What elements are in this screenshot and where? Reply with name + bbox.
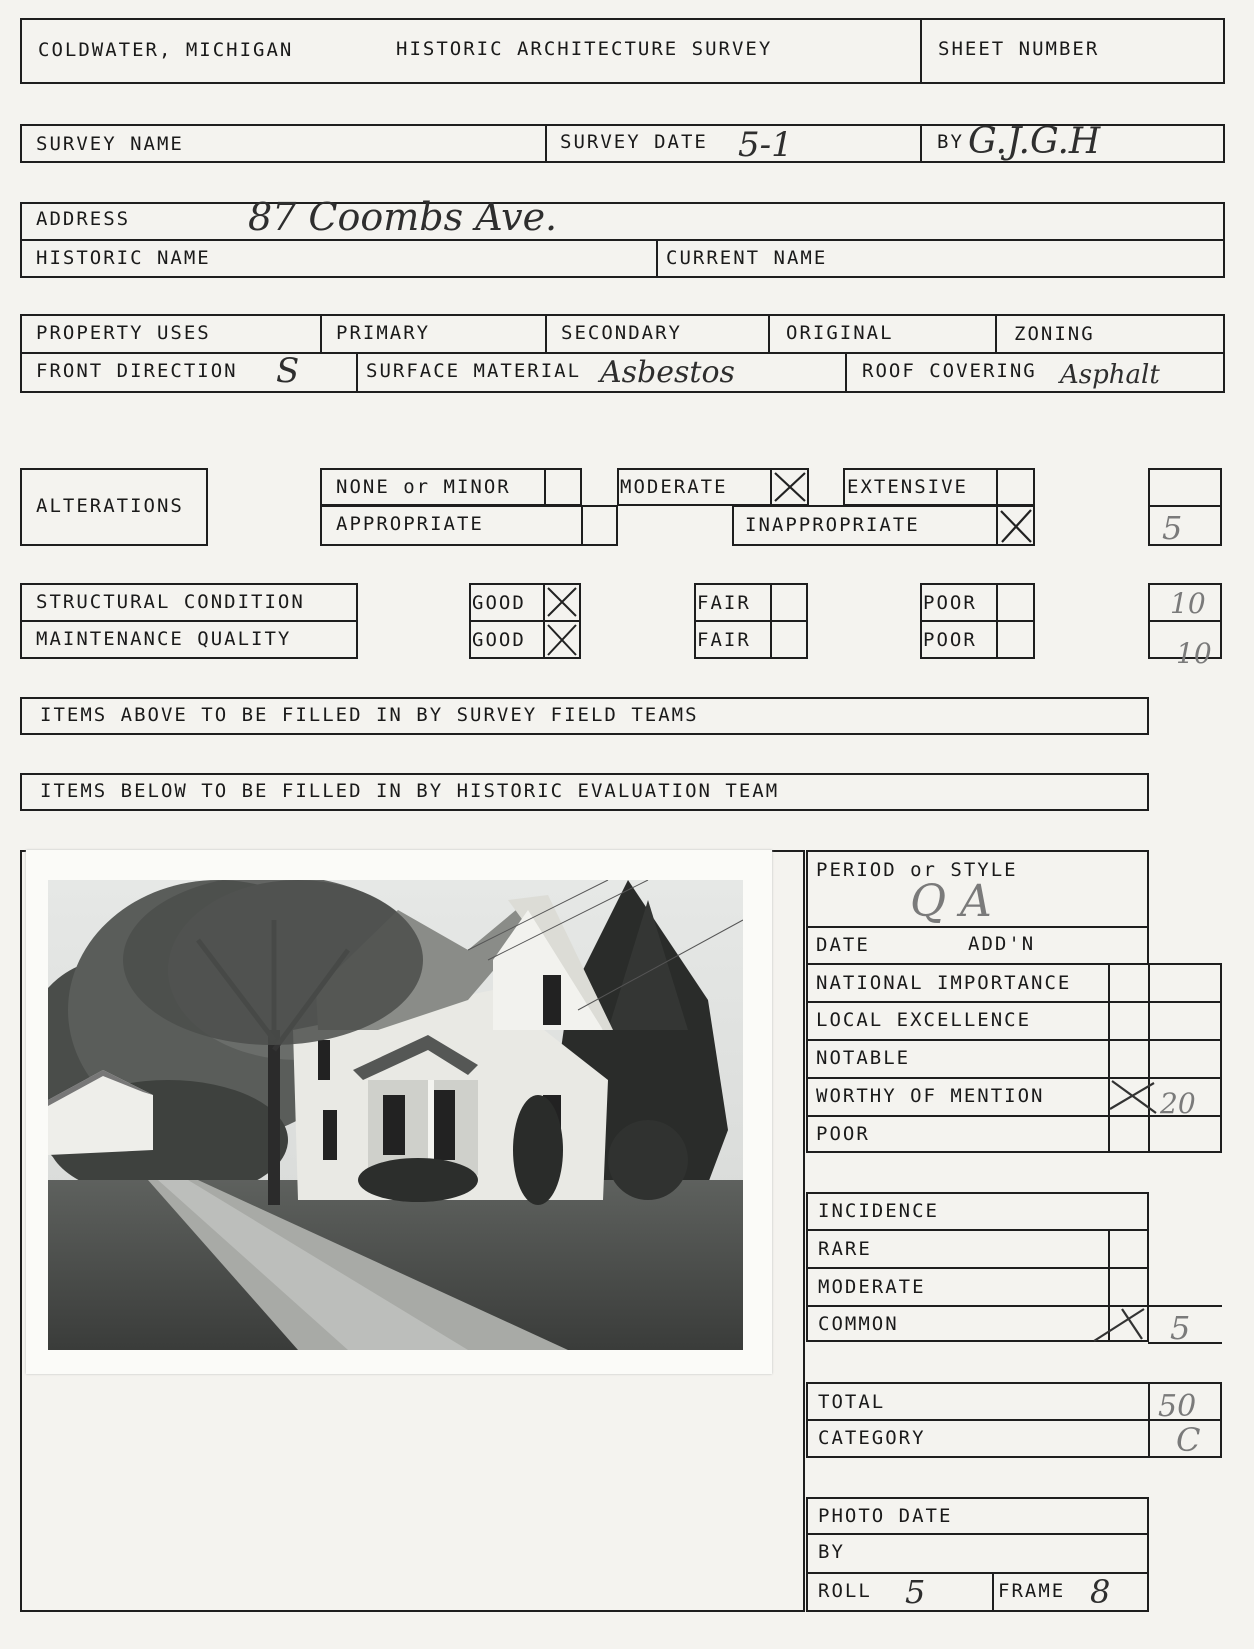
- divider: [20, 352, 1225, 354]
- roll-value: 5: [905, 1573, 926, 1611]
- historic-name-label: HISTORIC NAME: [36, 247, 211, 269]
- city-label: COLDWATER, MICHIGAN: [38, 39, 294, 61]
- divider: [356, 352, 358, 393]
- inappropriate-check-icon: [998, 507, 1034, 545]
- address-label: ADDRESS: [36, 208, 131, 230]
- property-uses-label: PROPERTY USES: [36, 322, 211, 344]
- roll-label: ROLL: [818, 1580, 872, 1602]
- survey-by-label: BY: [937, 131, 964, 153]
- divider: [996, 468, 998, 506]
- surface-material-label: SURFACE MATERIAL: [366, 360, 582, 382]
- structural-poor-label: POOR: [923, 592, 977, 614]
- date-value: ADD'N: [968, 933, 1036, 955]
- divider: [992, 1572, 994, 1612]
- front-direction-label: FRONT DIRECTION: [36, 360, 238, 382]
- category-value: C: [1176, 1421, 1201, 1459]
- house-photo: [48, 880, 743, 1350]
- form-title: HISTORIC ARCHITECTURE SURVEY: [396, 38, 773, 60]
- rare-label: RARE: [818, 1238, 872, 1260]
- local-excellence-label: LOCAL EXCELLENCE: [816, 1009, 1032, 1031]
- divider: [20, 239, 1225, 241]
- divider: [995, 314, 997, 352]
- divider: [920, 620, 1035, 622]
- survey-by-value: G.J.G.H: [968, 121, 1101, 162]
- divider: [806, 1267, 1149, 1269]
- maintenance-good-check-icon: [545, 622, 579, 658]
- maintenance-good-label: GOOD: [472, 629, 526, 651]
- field-team-note: ITEMS ABOVE TO BE FILLED IN BY SURVEY FIELD TEAMS: [40, 704, 699, 726]
- common-label: COMMON: [818, 1313, 899, 1335]
- divider: [770, 583, 772, 659]
- poor-rating-label: POOR: [816, 1123, 870, 1145]
- frame-label: FRAME: [998, 1580, 1066, 1602]
- maintenance-poor-label: POOR: [923, 629, 977, 651]
- divider: [806, 1001, 1222, 1003]
- maintenance-score: 10: [1176, 637, 1212, 670]
- notable-label: NOTABLE: [816, 1047, 911, 1069]
- date-label: DATE: [816, 934, 870, 956]
- divider: [1148, 1382, 1150, 1458]
- surface-material-value: Asbestos: [600, 355, 735, 390]
- divider: [845, 352, 847, 393]
- divider: [806, 1229, 1149, 1231]
- header-divider: [920, 18, 922, 84]
- photo-by-label: BY: [818, 1541, 845, 1563]
- divider: [768, 314, 770, 352]
- incidence-moderate-label: MODERATE: [818, 1276, 926, 1298]
- divider: [1148, 963, 1150, 1153]
- worthy-score: 20: [1160, 1087, 1196, 1120]
- maintenance-quality-label: MAINTENANCE QUALITY: [36, 628, 292, 650]
- structural-condition-label: STRUCTURAL CONDITION: [36, 591, 305, 613]
- structural-fair-label: FAIR: [697, 592, 751, 614]
- moderate-label: MODERATE: [620, 476, 728, 498]
- divider: [1148, 505, 1222, 507]
- photo-date-label: PHOTO DATE: [818, 1505, 953, 1527]
- divider: [581, 505, 583, 546]
- divider: [545, 314, 547, 352]
- secondary-label: SECONDARY: [561, 322, 682, 344]
- sheet-number-label: SHEET NUMBER: [938, 38, 1100, 60]
- divider: [656, 239, 658, 278]
- current-name-label: CURRENT NAME: [666, 247, 828, 269]
- alterations-label: ALTERATIONS: [36, 495, 184, 517]
- survey-name-label: SURVEY NAME: [36, 133, 184, 155]
- frame-value: 8: [1090, 1573, 1111, 1611]
- divider: [1108, 963, 1110, 1153]
- divider: [320, 314, 322, 352]
- worthy-label: WORTHY OF MENTION: [816, 1085, 1045, 1107]
- divider: [806, 1305, 1222, 1307]
- total-value: 50: [1158, 1389, 1197, 1424]
- front-direction-value: S: [276, 351, 300, 391]
- roof-covering-value: Asphalt: [1060, 360, 1160, 390]
- divider: [1148, 620, 1222, 622]
- structural-good-label: GOOD: [472, 592, 526, 614]
- divider: [20, 620, 358, 622]
- extensive-label: EXTENSIVE: [847, 476, 968, 498]
- incidence-label: INCIDENCE: [818, 1200, 939, 1222]
- divider: [545, 124, 547, 163]
- common-check-icon: [1090, 1305, 1146, 1343]
- worthy-check-icon: [1106, 1077, 1162, 1117]
- period-value: Q A: [910, 876, 992, 927]
- divider: [806, 1533, 1149, 1535]
- address-value: 87 Coombs Ave.: [248, 195, 558, 239]
- total-label: TOTAL: [818, 1391, 886, 1413]
- survey-date-value: 5-1: [738, 125, 793, 165]
- divider: [544, 468, 546, 506]
- primary-label: PRIMARY: [336, 322, 431, 344]
- survey-date-label: SURVEY DATE: [560, 131, 708, 153]
- alterations-score-box: [1148, 468, 1222, 546]
- structural-good-check-icon: [545, 585, 579, 619]
- inappropriate-label: INAPPROPRIATE: [745, 514, 920, 536]
- roof-covering-label: ROOF COVERING: [862, 360, 1037, 382]
- divider: [806, 1039, 1222, 1041]
- appropriate-label: APPROPRIATE: [336, 513, 484, 535]
- maintenance-fair-label: FAIR: [697, 629, 751, 651]
- zoning-label: ZONING: [1014, 323, 1095, 345]
- national-importance-label: NATIONAL IMPORTANCE: [816, 972, 1072, 994]
- structural-score: 10: [1170, 587, 1206, 620]
- none-minor-label: NONE or MINOR: [336, 476, 511, 498]
- moderate-check-icon: [772, 470, 808, 504]
- divider: [694, 620, 808, 622]
- alterations-score: 5: [1162, 509, 1183, 547]
- common-score: 5: [1170, 1309, 1191, 1347]
- period-label: PERIOD or STYLE: [816, 859, 1018, 881]
- divider: [996, 583, 998, 659]
- divider: [920, 124, 922, 163]
- original-label: ORIGINAL: [786, 322, 894, 344]
- category-label: CATEGORY: [818, 1427, 926, 1449]
- evaluation-team-note: ITEMS BELOW TO BE FILLED IN BY HISTORIC EVALUATION TEAM: [40, 780, 780, 802]
